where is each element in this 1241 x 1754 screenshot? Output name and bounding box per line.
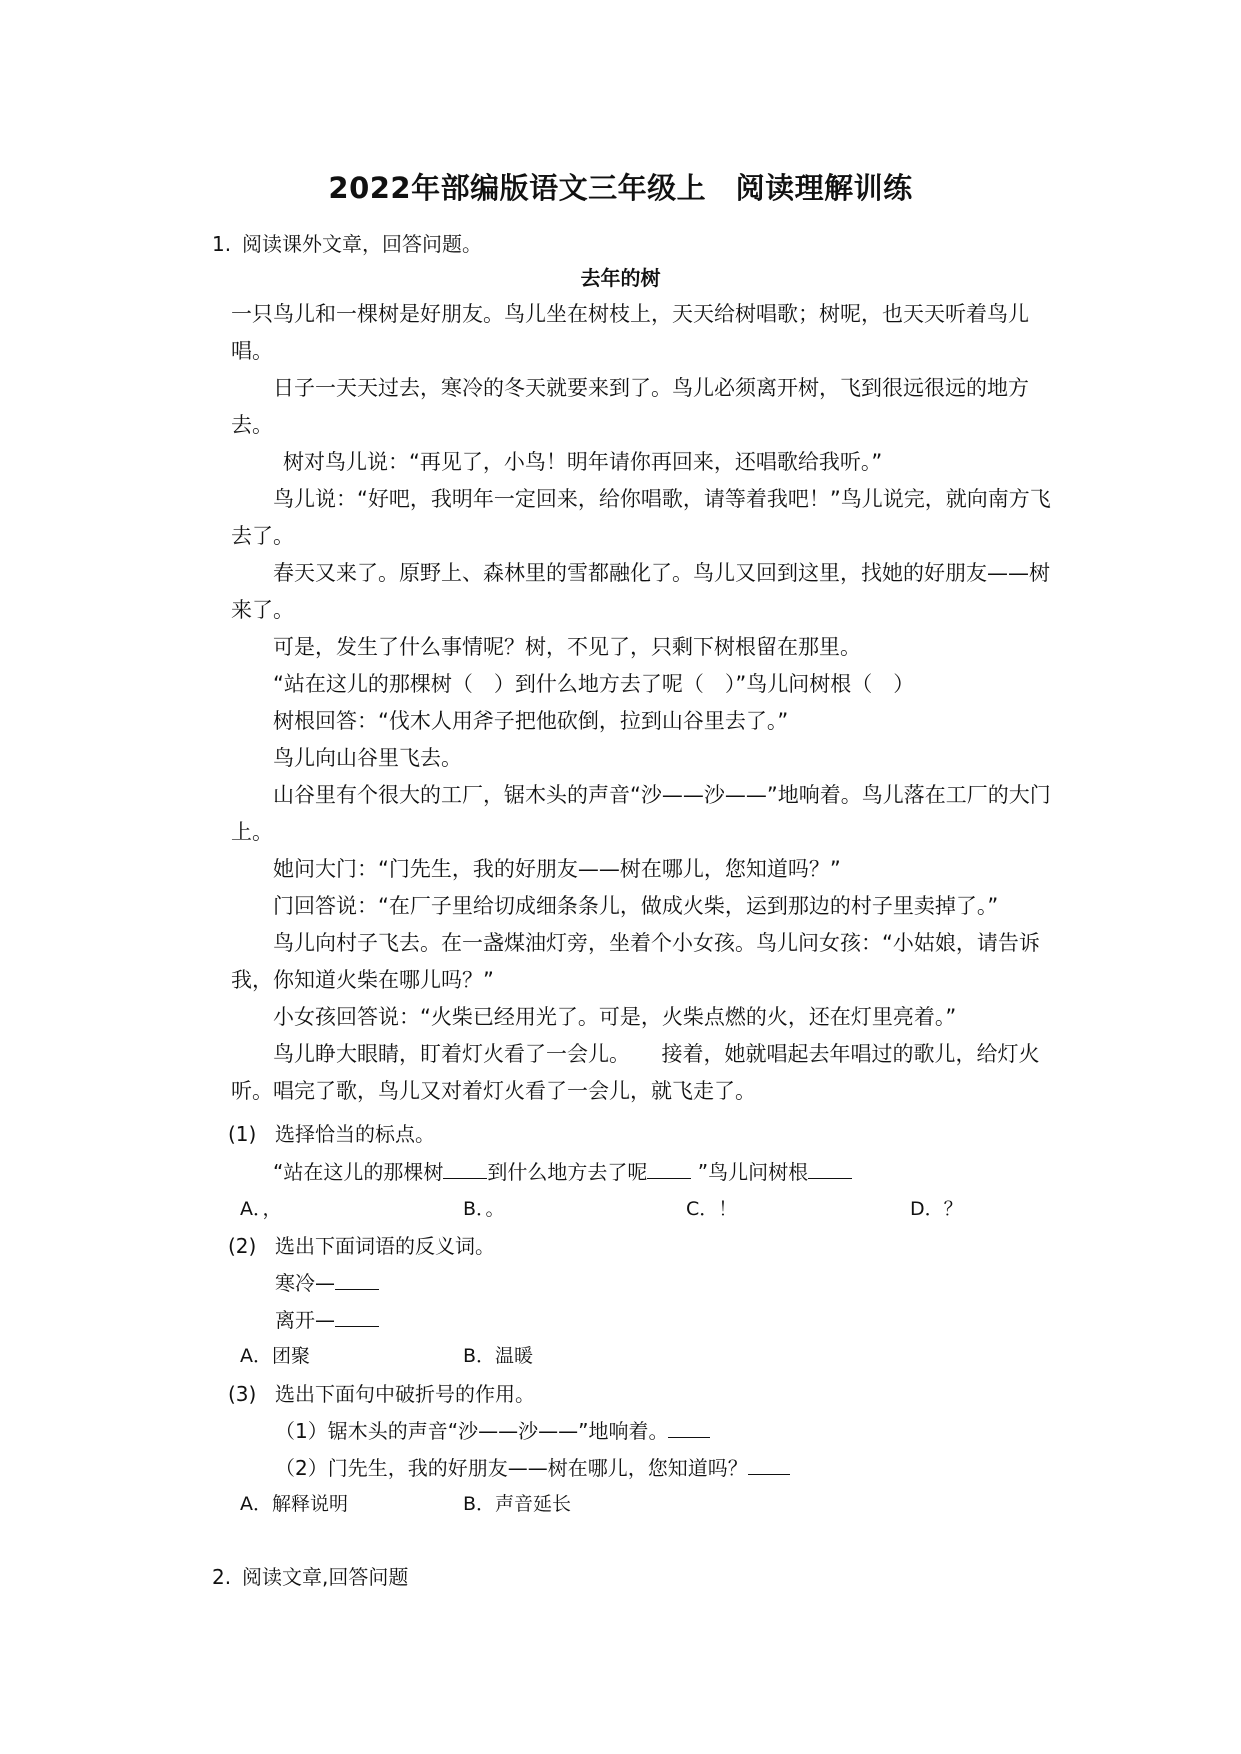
story-paragraph: 门回答说：“在厂子里给切成细条条儿，做成火柴，运到那边的村子里卖掉了。” [273, 894, 999, 918]
story-paragraph: 鸟儿说：“好吧，我明年一定回来，给你唱歌，请等着我吧！”鸟儿说完，就向南方飞去了。 [231, 487, 1051, 548]
dash-sentence-2 [275, 1452, 790, 1481]
dash-sentence-text: （2）门先生，我的好朋友——树在哪儿，您知道吗？ [275, 1456, 748, 1480]
story-paragraph: 鸟儿向山谷里飞去。 [273, 746, 462, 770]
option-b[interactable]: B．温暖 [463, 1345, 534, 1367]
answer-blank[interactable] [443, 1160, 487, 1179]
subquestion-prompt: 选出下面句中破折号的作用。 [275, 1382, 535, 1406]
option-c[interactable]: C．！ [686, 1198, 738, 1220]
sentence-part: ”鸟儿问树根 [691, 1160, 809, 1184]
subquestion-number: (3) [228, 1382, 257, 1406]
story-paragraph: 她问大门：“门先生，我的好朋友——树在哪儿，您知道吗？” [273, 857, 841, 881]
story-paragraph: 春天又来了。原野上、森林里的雪都融化了。鸟儿又回到这里，找她的好朋友——树来了。 [231, 561, 1050, 622]
story-paragraph: 山谷里有个很大的工厂，锯木头的声音“沙——沙——”地响着。鸟儿落在工厂的大门上。 [231, 783, 1051, 844]
punctuation-sentence [273, 1156, 852, 1185]
question-1-header [212, 228, 482, 257]
page-title: 2022年部编版语文三年级上 阅读理解训练 [328, 171, 913, 205]
story-paragraph: 小女孩回答说：“火柴已经用光了。可是，火柴点燃的火，还在灯里亮着。” [273, 1005, 957, 1029]
story-paragraph: “站在这儿的那棵树（ ）到什么地方去了呢（ ）”鸟儿问树根（ ） [273, 672, 915, 696]
dash-sentence-1 [275, 1415, 710, 1444]
story-paragraph: 一只鸟儿和一棵树是好朋友。鸟儿坐在树枝上，天天给树唱歌；树呢，也天天听着鸟儿唱。 [231, 302, 1029, 363]
option-d[interactable]: D．？ [910, 1198, 963, 1220]
subquestion-1 [228, 1118, 435, 1147]
story-title: 去年的树 [580, 266, 661, 290]
antonym-word: 寒冷— [275, 1271, 335, 1295]
answer-blank[interactable] [668, 1419, 710, 1438]
answer-blank[interactable] [647, 1160, 691, 1179]
story-paragraph: 日子一天天过去，寒冷的冬天就要来到了。鸟儿必须离开树，飞到很远很远的地方去。 [231, 376, 1029, 437]
sentence-part: 到什么地方去了呢 [487, 1160, 648, 1184]
question-prompt: 阅读文章,回答问题 [242, 1565, 409, 1589]
question-2-header [212, 1561, 408, 1590]
dash-sentence-text: （1）锯木头的声音“沙——沙——”地响着。 [275, 1419, 669, 1443]
subquestion-3 [228, 1378, 535, 1407]
answer-blank[interactable] [335, 1308, 379, 1327]
antonym-item-1 [275, 1267, 379, 1296]
question-number: 2. [212, 1565, 232, 1589]
option-a[interactable]: A．团聚 [240, 1345, 310, 1367]
question-prompt: 阅读课外文章，回答问题。 [242, 232, 482, 256]
story-paragraph: 树根回答：“伐木人用斧子把他砍倒，拉到山谷里去了。” [273, 709, 789, 733]
story-paragraph: 树对鸟儿说：“再见了，小鸟！明年请你再回来，还唱歌给我听。” [283, 450, 883, 474]
antonym-item-2 [275, 1304, 379, 1333]
option-a[interactable]: A．， [240, 1198, 282, 1220]
option-b[interactable]: B．声音延长 [463, 1493, 572, 1515]
story-paragraph: 可是，发生了什么事情呢？树，不见了，只剩下树根留在那里。 [273, 635, 861, 659]
option-a[interactable]: A．解释说明 [240, 1493, 348, 1515]
answer-blank[interactable] [748, 1456, 790, 1475]
subquestion-prompt: 选出下面词语的反义词。 [275, 1234, 495, 1258]
story-paragraph: 鸟儿向村子飞去。在一盏煤油灯旁，坐着个小女孩。鸟儿问女孩：“小姑娘，请告诉我，你知道火柴在哪儿吗？” [231, 931, 1040, 992]
subquestion-2 [228, 1230, 495, 1259]
subquestion-prompt: 选择恰当的标点。 [275, 1122, 435, 1146]
subquestion-number: (1) [228, 1122, 257, 1146]
antonym-word: 离开— [275, 1308, 335, 1332]
option-b[interactable]: B．。 [463, 1198, 505, 1220]
story-text [231, 296, 1061, 1110]
subquestion-number: (2) [228, 1234, 257, 1258]
story-paragraph: 鸟儿睁大眼睛，盯着灯火看了一会儿。 接着，她就唱起去年唱过的歌儿，给灯火听。唱完了歌，鸟儿又对着灯火看了一会儿，就飞走了。 [231, 1042, 1040, 1103]
sentence-part: “站在这儿的那棵树 [273, 1160, 444, 1184]
answer-blank[interactable] [335, 1271, 379, 1290]
question-number: 1. [212, 232, 232, 256]
answer-blank[interactable] [808, 1160, 852, 1179]
